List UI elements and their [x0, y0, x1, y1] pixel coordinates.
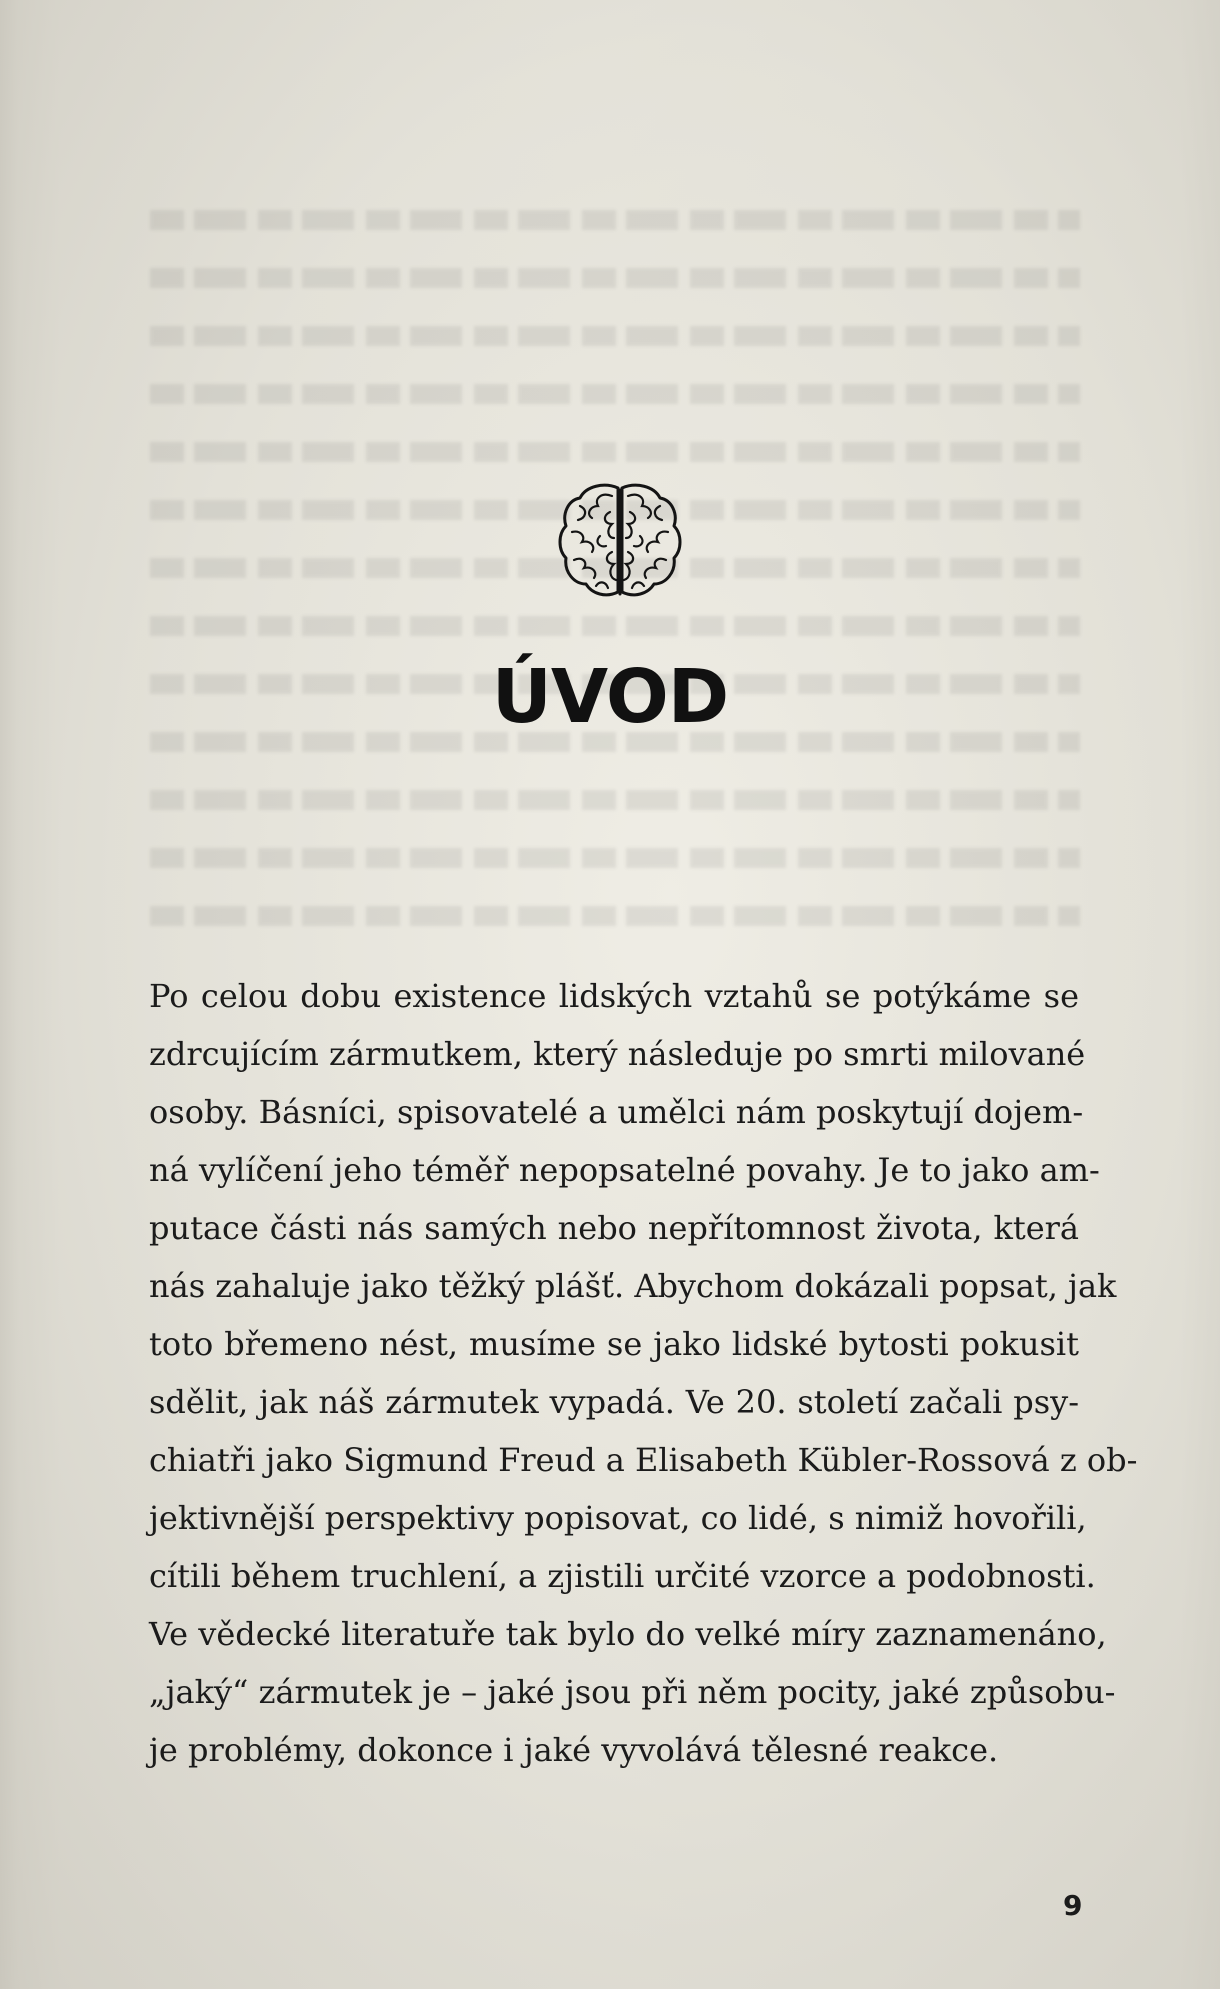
text-line: chiatři jako Sigmund Freud a Elisabeth Kübler-Rossová z ob- — [149, 1441, 1138, 1479]
text-line: sdělit, jak náš zármutek vypadá. Ve 20. století začali psy- — [149, 1383, 1079, 1421]
text-line: nás zahaluje jako těžký plášť. Abychom dokázali popsat, jak — [149, 1267, 1117, 1305]
text-line: putace části nás samých nebo nepřítomnost života, která — [149, 1209, 1079, 1247]
text-line: „jaký“ zármutek je – jaké jsou při něm pocity, jaké způsobu- — [149, 1673, 1116, 1711]
text-line: Po celou dobu existence lidských vztahů se potýkáme se — [149, 977, 1079, 1015]
text-line: osoby. Básníci, spisovatelé a umělci nám poskytují dojem- — [149, 1093, 1084, 1131]
text-line: ná vylíčení jeho téměř nepopsatelné povahy. Je to jako am- — [149, 1151, 1100, 1189]
body-text — [149, 967, 1138, 1779]
chapter-title: ÚVOD — [491, 654, 729, 740]
text-line: zdrcujícím zármutkem, který následuje po smrti milované — [149, 1035, 1086, 1073]
page-number: 9 — [1063, 1889, 1083, 1922]
text-line: cítili během truchlení, a zjistili určité vzorce a podobnosti. — [149, 1557, 1096, 1595]
text-line: Ve vědecké literatuře tak bylo do velké míry zaznamenáno, — [149, 1615, 1107, 1653]
text-line: toto břemeno nést, musíme se jako lidské bytosti pokusit — [149, 1325, 1079, 1363]
text-line: je problémy, dokonce i jaké vyvolává tělesné reakce. — [149, 1731, 999, 1769]
text-line: jektivnější perspektivy popisovat, co lidé, s nimiž hovořili, — [149, 1499, 1087, 1537]
brain-icon — [556, 478, 684, 606]
